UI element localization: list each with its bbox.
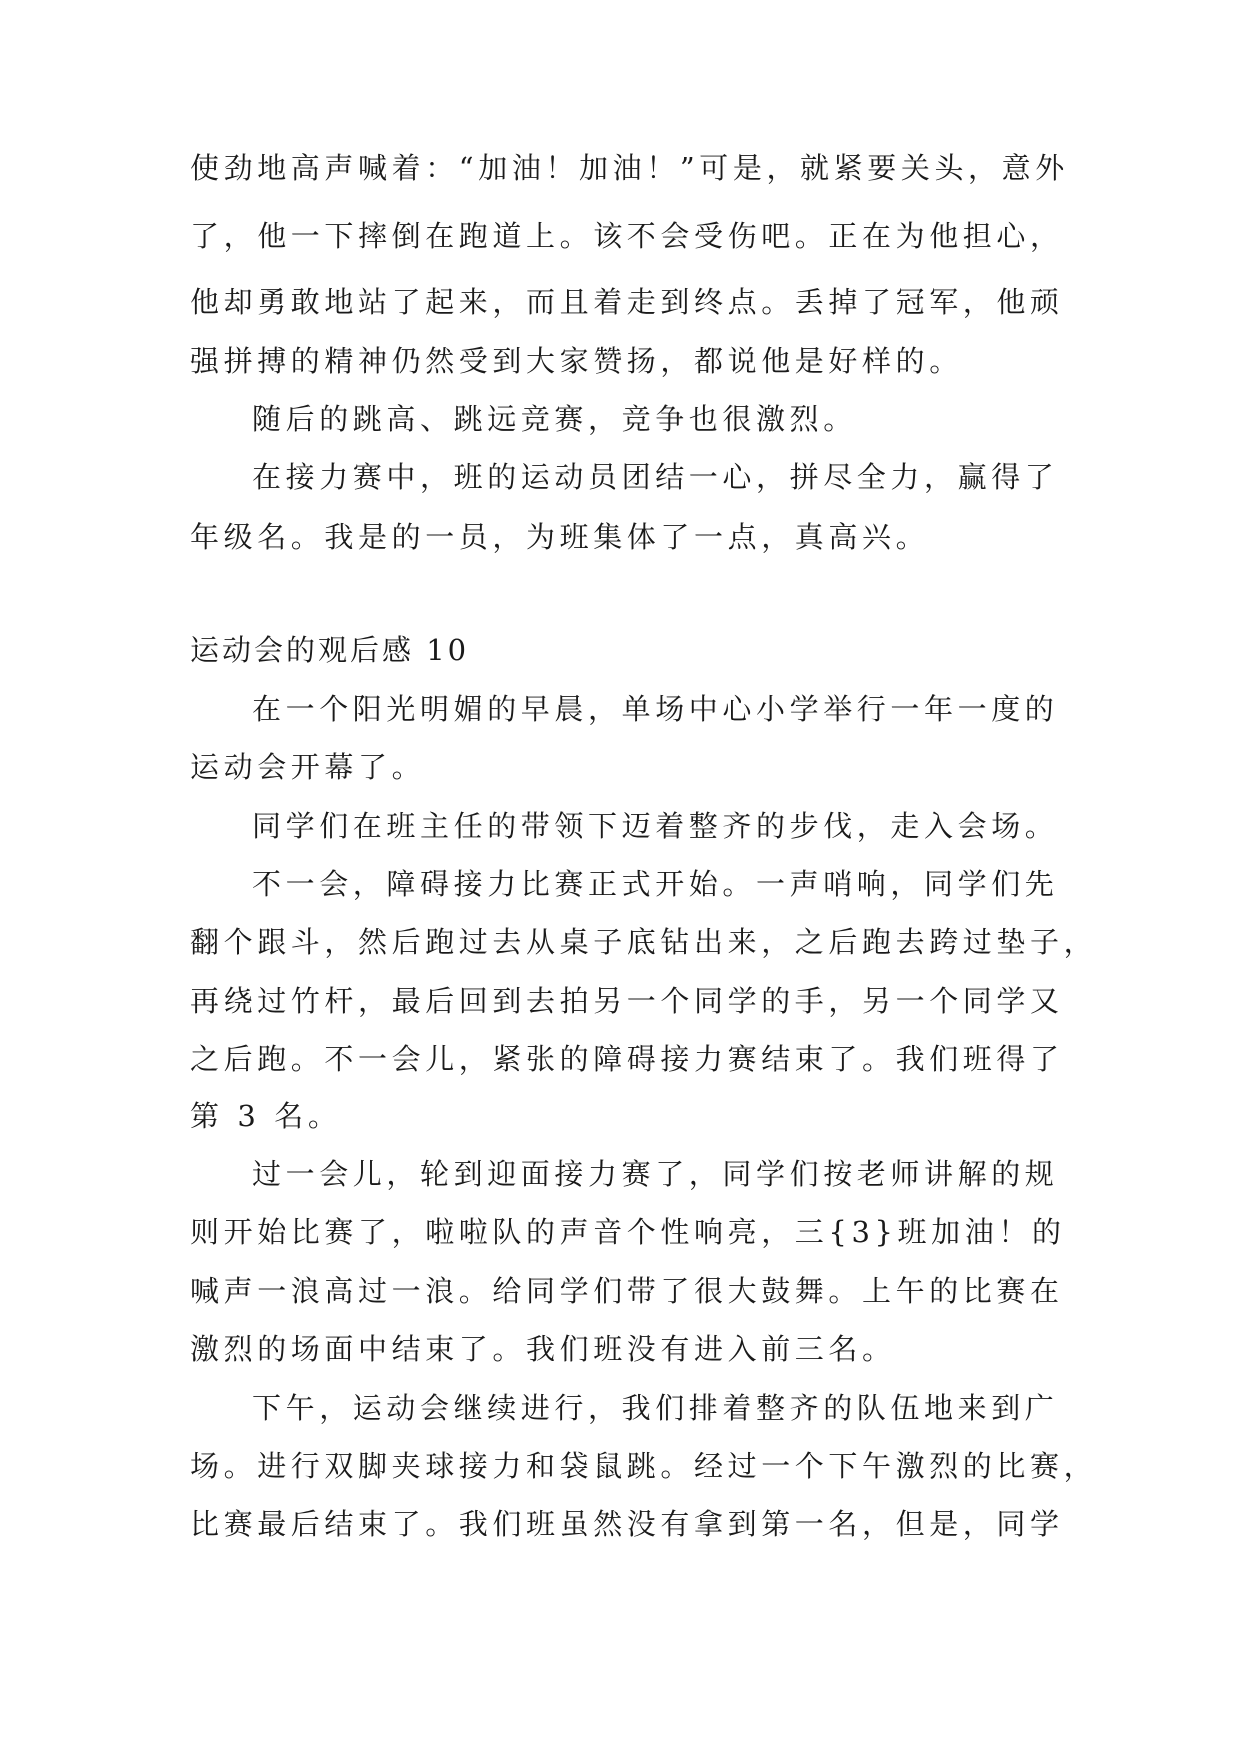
text-line: 喊声一浪高过一浪。给同学们带了很大鼓舞。上午的比赛在 <box>190 1274 1064 1308</box>
text-line: 不一会，障碍接力比赛正式开始。一声哨响，同学们先 <box>252 867 1059 901</box>
text-line: 激烈的场面中结束了。我们班没有进入前三名。 <box>190 1332 896 1366</box>
text-line: 翻个跟斗，然后跑过去从桌子底钻出来，之后跑去跨过垫子， <box>190 925 1098 959</box>
text-line: 强拼搏的精神仍然受到大家赞扬，都说他是好样的。 <box>190 344 963 378</box>
text-line: 则开始比赛了，啦啦队的声音个性响亮，三{3}班加油！的 <box>190 1215 1066 1249</box>
text-line: 他却勇敢地站了起来，而且着走到终点。丢掉了冠军，他顽 <box>190 285 1064 319</box>
text-line: 再绕过竹杆，最后回到去拍另一个同学的手，另一个同学又 <box>190 984 1064 1018</box>
text-line: 之后跑。不一会儿，紧张的障碍接力赛结束了。我们班得了 <box>190 1042 1064 1076</box>
text-line: 在一个阳光明媚的早晨，单场中心小学举行一年一度的 <box>252 692 1059 726</box>
text-line: 同学们在班主任的带领下迈着整齐的步伐，走入会场。 <box>252 809 1059 843</box>
text-line: 过一会儿，轮到迎面接力赛了，同学们按老师讲解的规 <box>252 1157 1059 1191</box>
text-line: 了，他一下摔倒在跑道上。该不会受伤吧。正在为他担心， <box>190 219 1064 253</box>
text-line: 在接力赛中，班的运动员团结一心，拼尽全力，赢得了 <box>252 460 1059 494</box>
text-line: 运动会开幕了。 <box>190 750 426 784</box>
text-line: 随后的跳高、跳远竞赛，竞争也很激烈。 <box>252 402 857 436</box>
text-line: 第 3 名。 <box>190 1099 342 1133</box>
text-line: 使劲地高声喊着：“加油！加油！”可是，就紧要关头，意外 <box>190 151 1069 185</box>
text-line: 场。进行双脚夹球接力和袋鼠跳。经过一个下午激烈的比赛， <box>190 1449 1098 1483</box>
text-line: 年级名。我是的一员，为班集体了一点，真高兴。 <box>190 520 930 554</box>
section-title: 运动会的观后感 10 <box>190 633 470 667</box>
text-line: 下午，运动会继续进行，我们排着整齐的队伍地来到广 <box>252 1391 1059 1425</box>
text-line: 比赛最后结束了。我们班虽然没有拿到第一名，但是，同学 <box>190 1507 1064 1541</box>
